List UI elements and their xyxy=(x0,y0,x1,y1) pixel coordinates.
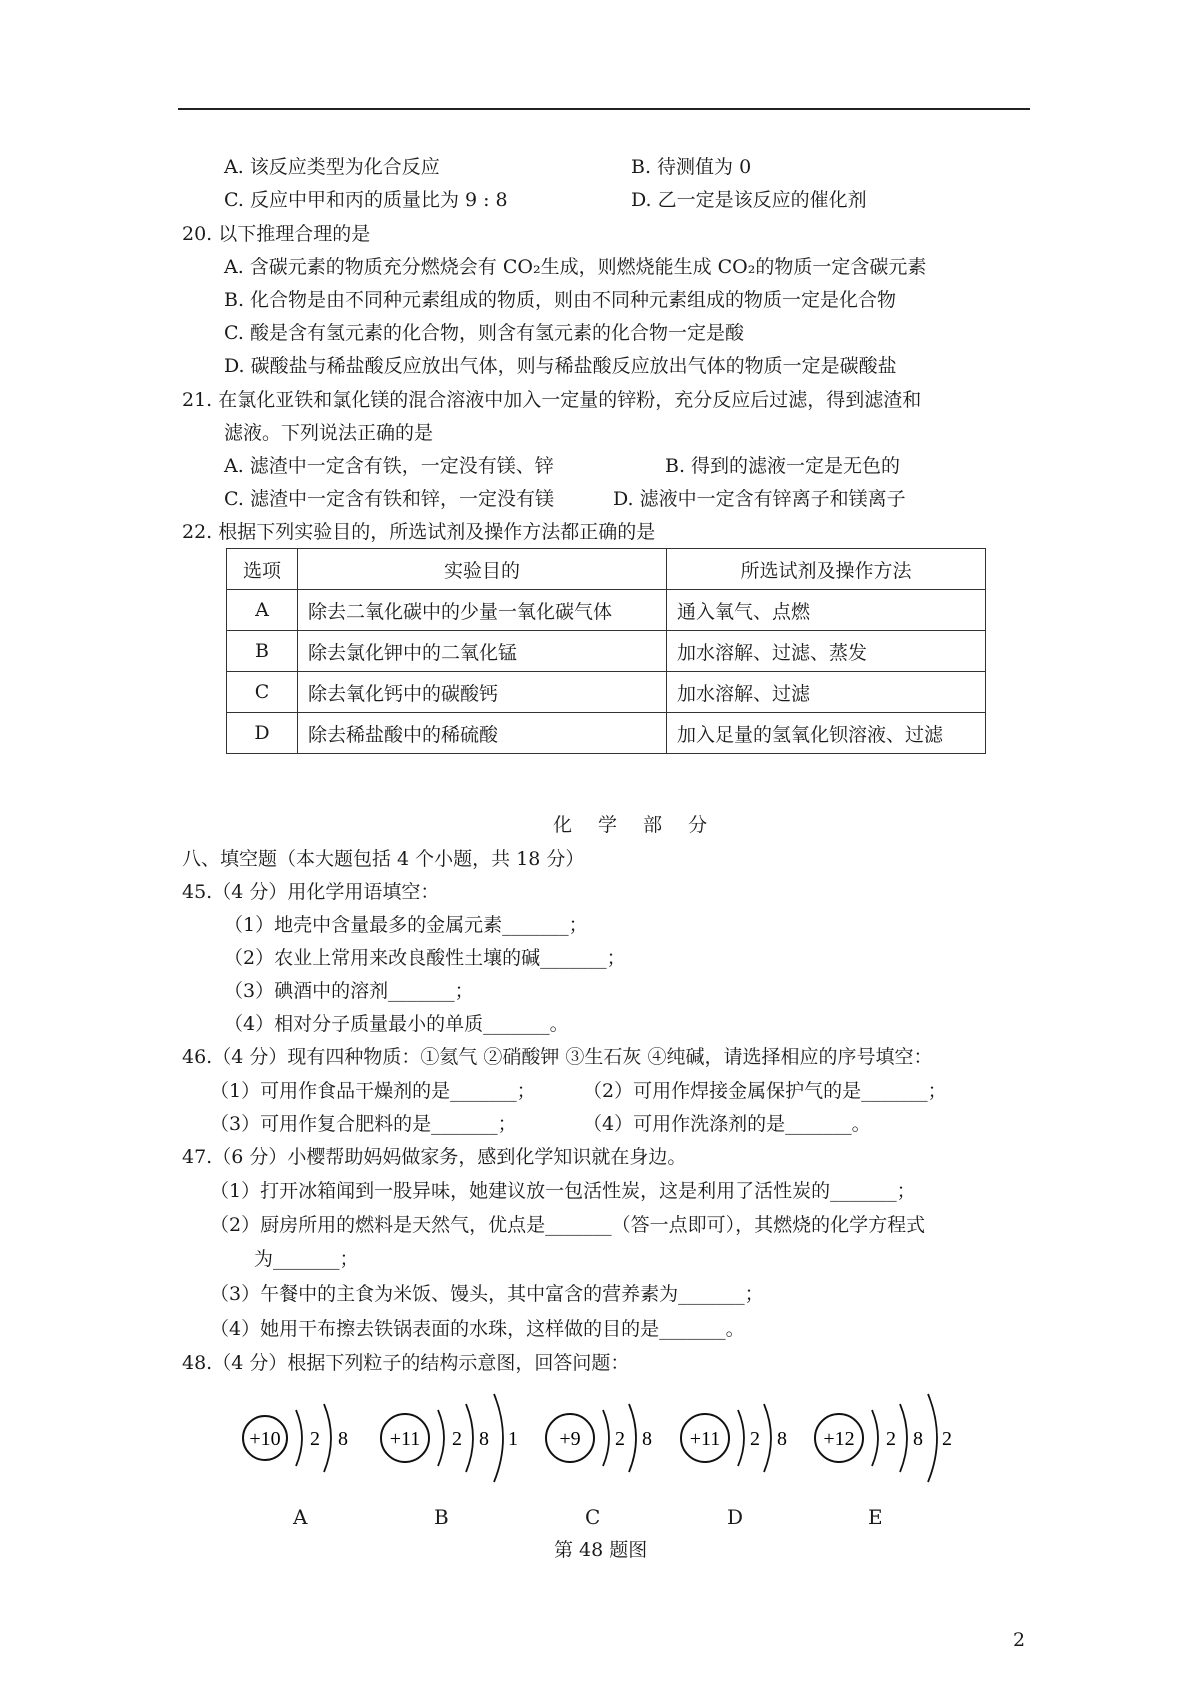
shell-electrons: 8 xyxy=(777,1428,787,1450)
q21-option-a: A. 滤渣中一定含有铁，一定没有镁、锌 xyxy=(224,455,554,477)
shell-electrons: 2 xyxy=(942,1428,952,1450)
table-cell: B xyxy=(227,631,298,672)
q47-item-4: （4）她用干布擦去铁锅表面的水珠，这样做的目的是_______。 xyxy=(210,1318,745,1340)
shell-electrons: 2 xyxy=(886,1428,896,1450)
table-row xyxy=(227,672,986,713)
q46-stem: 46.（4 分）现有四种物质：①氦气 ②硝酸钾 ③生石灰 ④纯碱，请选择相应的序号填空： xyxy=(182,1046,933,1068)
nucleus-charge: +10 xyxy=(249,1428,281,1450)
table-header-cell: 实验目的 xyxy=(298,549,667,590)
table-header-cell: 选项 xyxy=(227,549,298,590)
table-cell: 除去二氧化碳中的少量一氧化碳气体 xyxy=(298,590,667,631)
atom-label-e: E xyxy=(868,1505,883,1529)
part8-title: 八、填空题（本大题包括 4 个小题，共 18 分） xyxy=(182,848,585,870)
atom-diagram-a xyxy=(240,1388,390,1488)
nucleus-charge: +11 xyxy=(389,1428,421,1450)
table-row xyxy=(227,713,986,754)
q45-item: （4）相对分子质量最小的单质_______。 xyxy=(224,1013,569,1035)
table-header-cell: 所选试剂及操作方法 xyxy=(667,549,986,590)
q21-stem-line1: 21. 在氯化亚铁和氯化镁的混合溶液中加入一定量的锌粉，充分反应后过滤，得到滤渣和 xyxy=(182,389,922,411)
q21-option-b: B. 得到的滤液一定是无色的 xyxy=(665,455,901,477)
atom-label-a: A xyxy=(293,1505,308,1529)
atom-label-d: D xyxy=(727,1505,744,1529)
q20-option-c: C. 酸是含有氢元素的化合物，则含有氢元素的化合物一定是酸 xyxy=(224,322,744,344)
q47-stem: 47.（6 分）小樱帮助妈妈做家务，感到化学知识就在身边。 xyxy=(182,1146,687,1168)
table-row xyxy=(227,590,986,631)
table-cell: 加水溶解、过滤 xyxy=(667,672,986,713)
q46-item-3: （3）可用作复合肥料的是_______； xyxy=(210,1113,517,1135)
table-cell: 除去氯化钾中的二氧化锰 xyxy=(298,631,667,672)
shell-electrons: 8 xyxy=(913,1428,923,1450)
q47-item-3: （3）午餐中的主食为米饭、馒头，其中富含的营养素为_______； xyxy=(210,1283,764,1305)
q19-option-b: B. 待测值为 0 xyxy=(631,156,752,178)
atom-diagram-e xyxy=(812,1388,962,1488)
table-cell: 除去稀盐酸中的稀硫酸 xyxy=(298,713,667,754)
q22-stem: 22. 根据下列实验目的，所选试剂及操作方法都正确的是 xyxy=(182,521,656,543)
q20-option-b: B. 化合物是由不同种元素组成的物质，则由不同种元素组成的物质一定是化合物 xyxy=(224,289,897,311)
atom-label-c: C xyxy=(585,1505,601,1529)
q47-item-1: （1）打开冰箱闻到一股异味，她建议放一包活性炭，这是利用了活性炭的_______； xyxy=(210,1180,916,1202)
nucleus-charge: +12 xyxy=(823,1428,855,1450)
shell-electrons: 8 xyxy=(642,1428,652,1450)
atom-diagram-d xyxy=(678,1388,828,1488)
page-number: 2 xyxy=(1013,1629,1026,1651)
q19-option-a: A. 该反应类型为化合反应 xyxy=(224,156,440,178)
header-rule xyxy=(178,108,1030,110)
q20-stem: 20. 以下推理合理的是 xyxy=(182,223,371,245)
q46-item-1: （1）可用作食品干燥剂的是_______； xyxy=(210,1080,536,1102)
q46-item-2: （2）可用作焊接金属保护气的是_______； xyxy=(583,1080,947,1102)
q19-option-c: C. 反应中甲和丙的质量比为 9 : 8 xyxy=(224,189,508,211)
table-cell: D xyxy=(227,713,298,754)
q47-item-2a: （2）厨房所用的燃料是天然气，优点是_______（答一点即可），其燃烧的化学方程式 xyxy=(210,1214,926,1236)
q19-option-d: D. 乙一定是该反应的催化剂 xyxy=(631,189,867,211)
shell-electrons: 1 xyxy=(508,1428,518,1450)
atom-diagram-b xyxy=(378,1388,528,1488)
q45-item: （3）碘酒中的溶剂_______； xyxy=(224,980,474,1002)
table-cell: A xyxy=(227,590,298,631)
table-header-row xyxy=(227,549,986,590)
table-cell: 加入足量的氢氧化钡溶液、过滤 xyxy=(667,713,986,754)
atom-diagram-c xyxy=(543,1388,693,1488)
shell-electrons: 2 xyxy=(452,1428,462,1450)
atom-label-b: B xyxy=(434,1505,449,1529)
experiment-table xyxy=(226,548,986,754)
q45-item: （2）农业上常用来改良酸性土壤的碱_______； xyxy=(224,947,626,969)
nucleus-charge: +11 xyxy=(689,1428,721,1450)
figure-caption: 第 48 题图 xyxy=(554,1539,648,1561)
table-cell: 加水溶解、过滤、蒸发 xyxy=(667,631,986,672)
q21-option-d: D. 滤液中一定含有锌离子和镁离子 xyxy=(613,488,906,510)
section-title: 化 学 部 分 xyxy=(553,814,718,836)
shell-electrons: 8 xyxy=(338,1428,348,1450)
nucleus-charge: +9 xyxy=(559,1428,581,1450)
table-cell: C xyxy=(227,672,298,713)
shell-electrons: 8 xyxy=(479,1428,489,1450)
q20-option-d: D. 碳酸盐与稀盐酸反应放出气体，则与稀盐酸反应放出气体的物质一定是碳酸盐 xyxy=(224,355,897,377)
q20-option-a: A. 含碳元素的物质充分燃烧会有 CO₂生成，则燃烧能生成 CO₂的物质一定含碳元素 xyxy=(224,256,927,278)
table-row xyxy=(227,631,986,672)
q47-item-2b: 为_______； xyxy=(254,1248,359,1270)
q45-item: （1）地壳中含量最多的金属元素_______； xyxy=(224,914,588,936)
q21-stem-line2: 滤液。下列说法正确的是 xyxy=(224,422,434,444)
q48-stem: 48.（4 分）根据下列粒子的结构示意图，回答问题： xyxy=(182,1352,630,1374)
shell-electrons: 2 xyxy=(750,1428,760,1450)
table-cell: 通入氧气、点燃 xyxy=(667,590,986,631)
q21-option-c: C. 滤渣中一定含有铁和锌，一定没有镁 xyxy=(224,488,554,510)
q45-stem: 45.（4 分）用化学用语填空： xyxy=(182,881,440,903)
shell-electrons: 2 xyxy=(310,1428,320,1450)
q46-item-4: （4）可用作洗涤剂的是_______。 xyxy=(583,1113,871,1135)
shell-electrons: 2 xyxy=(615,1428,625,1450)
table-cell: 除去氧化钙中的碳酸钙 xyxy=(298,672,667,713)
